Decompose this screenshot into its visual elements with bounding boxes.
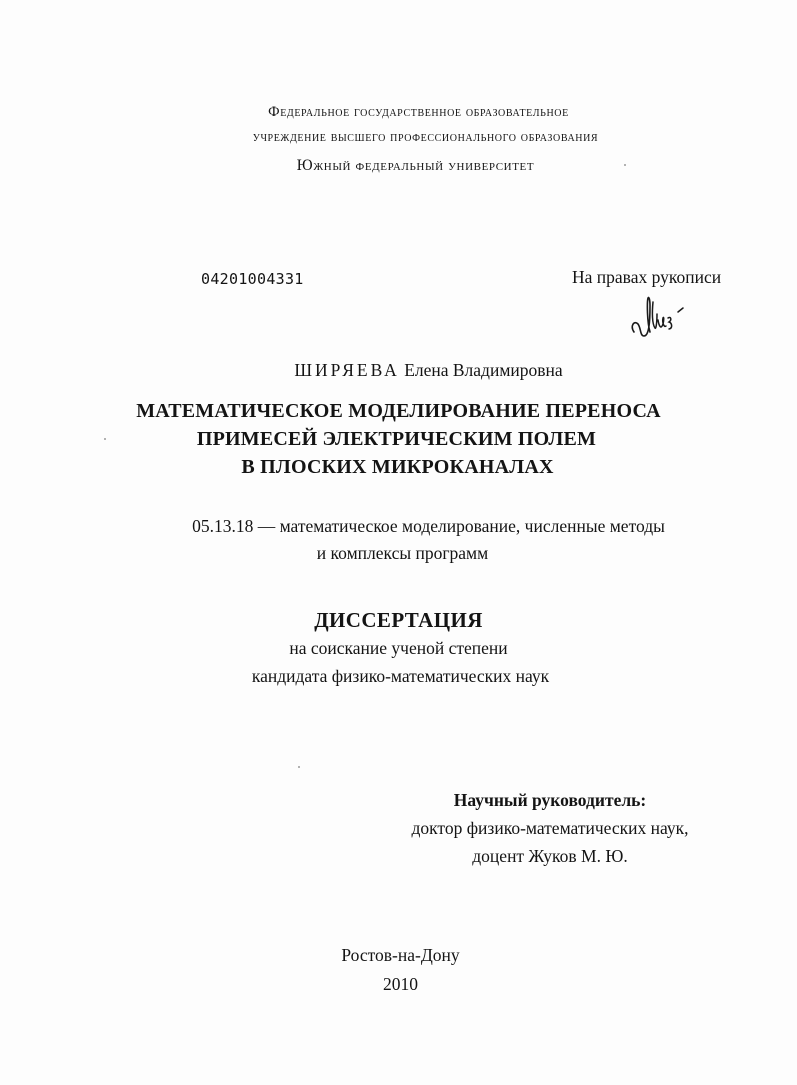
advisor-degree: доктор физико-математических наук, (411, 818, 689, 838)
organization-line-2: учреждение высшего профессионального образования (252, 129, 599, 145)
document-id: 04201004331 (201, 270, 304, 288)
specialty-line-2: и комплексы программ (316, 543, 489, 563)
degree-line-1: на соискание ученой степени (289, 638, 508, 658)
work-type-heading: ДИССЕРТАЦИЯ (314, 608, 483, 632)
scan-speck (624, 164, 626, 166)
year: 2010 (383, 974, 418, 994)
thesis-title-line-2: ПРИМЕСЕЙ ЭЛЕКТРИЧЕСКИМ ПОЛЕМ (196, 428, 597, 450)
thesis-title-line-3: В ПЛОСКИХ МИКРОКАНАЛАХ (241, 456, 554, 478)
specialty-line-1: 05.13.18 — математическое моделирование, численные методы (192, 516, 665, 536)
author-given-names: Елена Владимировна (404, 360, 563, 380)
signature-icon (628, 292, 698, 342)
city: Ростов-на-Дону (341, 945, 460, 965)
author-name (30, 360, 797, 381)
organization-line-1: Федеральное государственное образовательное (268, 104, 569, 120)
thesis-title-line-1: МАТЕМАТИЧЕСКОЕ МОДЕЛИРОВАНИЕ ПЕРЕНОСА (136, 400, 661, 422)
rights-notice: На правах рукописи (572, 267, 722, 287)
advisor-name: доцент Жуков М. Ю. (472, 846, 628, 866)
scan-speck (298, 766, 300, 768)
scan-speck (104, 438, 106, 440)
university-name: Южный федеральный университет (296, 157, 535, 174)
degree-line-2: кандидата физико-математических наук (251, 666, 550, 686)
author-surname: ШИРЯЕВА (294, 360, 400, 380)
advisor-heading: Научный руководитель: (453, 790, 647, 810)
